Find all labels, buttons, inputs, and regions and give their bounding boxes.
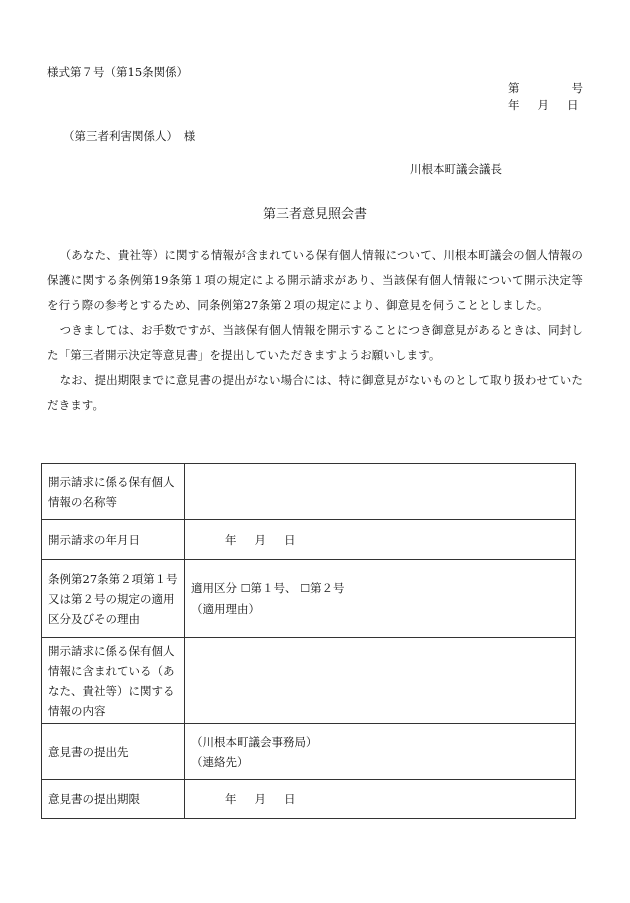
row-value-info-name	[185, 464, 576, 520]
option-1-label: 第１号、	[250, 581, 297, 595]
row-label-deadline: 意見書の提出期限	[42, 780, 185, 819]
option-2-label: 第２号	[310, 581, 345, 595]
document-title: 第三者意見照会書	[262, 207, 367, 222]
table-row	[42, 638, 576, 724]
body-paragraph-2: つきましては、お手数ですが、当該保有個人情報を開示することにつき御意見があるときは、同封した「第三者開示決定等意見書」を提出していただきますようお願いします。	[47, 323, 583, 362]
submit-to-office: （川根本町議会事務局）	[191, 734, 318, 749]
document-number-line	[508, 80, 583, 96]
sender: 川根本町議会議長	[410, 162, 502, 176]
document-date-line	[508, 97, 579, 113]
year-label: 年	[508, 98, 520, 112]
number-label: 第	[508, 81, 520, 95]
category-options	[191, 578, 569, 599]
row-label-info-content: 開示請求に係る保有個人情報に含まれている（あなた、貴社等）に関する情報の内容	[42, 638, 185, 724]
row-value-deadline	[185, 780, 576, 819]
body-paragraph-3: なお、提出期限までに意見書の提出がない場合には、特に御意見がないものとして取り扱わせていただきます。	[47, 373, 583, 412]
row-value-info-content	[185, 638, 576, 724]
row-label-request-date: 開示請求の年月日	[42, 520, 185, 560]
row-label-info-name: 開示請求に係る保有個人情報の名称等	[42, 464, 185, 520]
table-row	[42, 520, 576, 560]
year-label: 年	[225, 792, 237, 806]
row-value-submit-to	[185, 724, 576, 780]
number-suffix: 号	[571, 81, 583, 95]
year-label: 年	[225, 532, 237, 547]
apply-reason: （適用理由）	[191, 602, 260, 616]
table-row	[42, 560, 576, 638]
day-label: 日	[567, 98, 579, 112]
table-row	[42, 464, 576, 520]
month-label: 月	[254, 532, 266, 547]
info-table	[41, 463, 576, 819]
addressee: （第三者利害関係人） 様	[63, 129, 196, 143]
day-label: 日	[284, 792, 296, 806]
day-label: 日	[284, 532, 296, 547]
month-label: 月	[537, 98, 549, 112]
apply-category-label: 適用区分	[191, 581, 237, 595]
row-value-request-date	[185, 520, 576, 560]
row-label-submit-to: 意見書の提出先	[42, 724, 185, 780]
table-row	[42, 724, 576, 780]
checkbox-option-1[interactable]: ☐	[240, 582, 251, 595]
contact-label: （連絡先）	[191, 754, 249, 769]
body-text	[47, 243, 583, 418]
body-paragraph-1: （あなた、貴社等）に関する情報が含まれている保有個人情報について、川根本町議会の個人情報の保護に関する条例第19条第１項の規定による開示請求があり、当該保有個人情報について開示決定等を行う際の参考とするため、同条例第27条第２項の規定により、御意見を伺うこととしました。	[47, 248, 583, 312]
row-value-category	[185, 560, 576, 638]
month-label: 月	[254, 792, 266, 806]
row-label-category: 条例第27条第２項第１号又は第２号の規定の適用区分及びその理由	[42, 560, 185, 638]
form-label: 様式第７号（第15条関係）	[47, 65, 189, 79]
table-row	[42, 780, 576, 819]
checkbox-option-2[interactable]: ☐	[300, 582, 311, 595]
